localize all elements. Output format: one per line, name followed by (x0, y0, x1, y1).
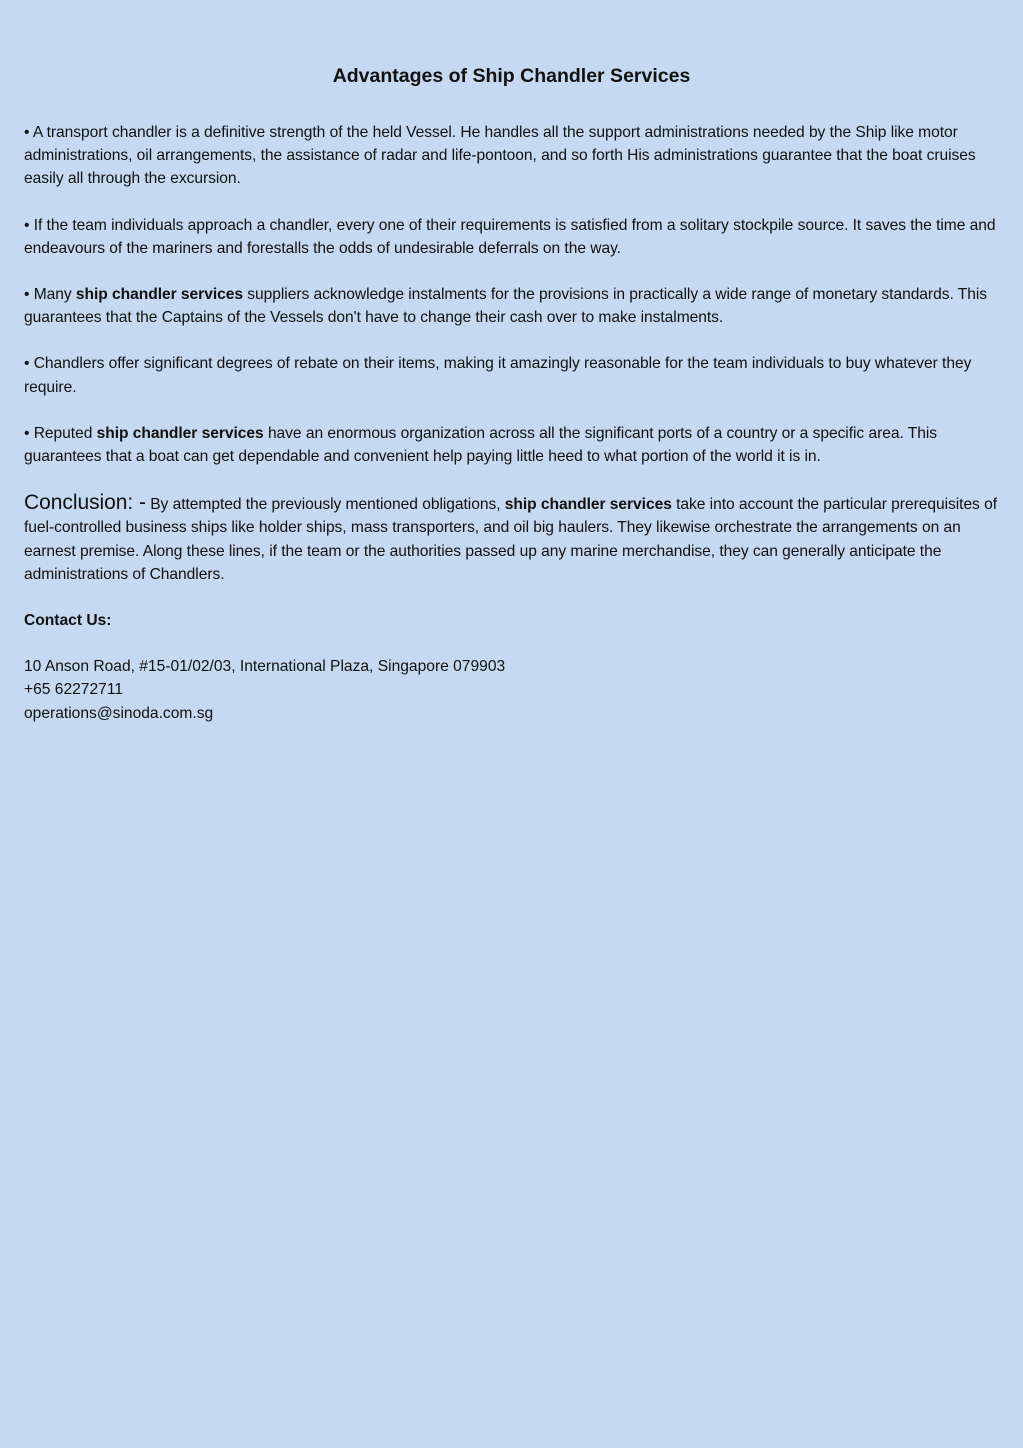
keyword-bold: ship chandler services (504, 496, 672, 514)
keyword-bold: ship chandler services (75, 286, 243, 304)
paragraph-text: take into account the particular prerequisites of fuel-controlled business ships like holder ships, mass transporters, and oil big haulers. They likewise orchestrate the arrangements on an earnest premise. Along these lines, if the team or the authorities passed up any marine merchandise, they can generally anticipate the administrations of Chandlers. (24, 496, 997, 583)
paragraph-text: If the team individuals approach a chandler, every one of their requirements is satisfied from a solitary stockpile source. It saves the time and endeavours of the mariners and forestalls the odds of undesirable deferrals on the way. (24, 216, 996, 257)
bullet-marker: • (24, 355, 30, 373)
contact-email: operations@sinoda.com.sg (24, 704, 214, 722)
bullet-paragraph-1 (24, 121, 999, 191)
bullet-marker: • (24, 424, 30, 442)
keyword-bold: ship chandler services (96, 424, 264, 442)
bullet-paragraph-2 (24, 214, 999, 260)
contact-heading: Contact Us: (24, 612, 112, 630)
paragraph-text: suppliers acknowledge instalments for the provisions in practically a wide range of monetary standards. This guarantees that the Captains of the Vessels don't have to change their cash over to make instalments. (24, 286, 987, 327)
paragraph-text: A transport chandler is a definitive strength of the held Vessel. He handles all the support administrations needed by the Ship like motor administrations, oil arrangements, the assistance of radar and life-pontoon, and so forth His administrations guarantee that the boat cruises easily all through the excursion. (24, 124, 976, 188)
conclusion-heading: Conclusion: - (24, 491, 146, 515)
page-title: Advantages of Ship Chandler Services (332, 65, 691, 87)
paragraph-text: have an enormous organization across all the significant ports of a country or a specific area. This guarantees that a boat can get dependable and convenient help paying little heed to what portion of the world it is in. (24, 424, 938, 466)
contact-address: 10 Anson Road, #15-01/02/03, International Plaza, Singapore 079903 (24, 658, 506, 676)
paragraph-text: Chandlers offer significant degrees of rebate on their items, making it amazingly reasonable for the team individuals to buy whatever they require. (24, 355, 972, 396)
bullet-marker: • (24, 124, 30, 141)
contact-phone: +65 62272711 (24, 681, 124, 699)
bullet-paragraph-5 (24, 422, 999, 468)
conclusion-paragraph (24, 491, 999, 586)
bullet-paragraph-3 (24, 283, 999, 329)
paragraph-text: By attempted the previously mentioned obligations, (145, 496, 505, 514)
bullet-paragraph-4 (24, 352, 999, 398)
bullet-marker: • (24, 216, 30, 234)
paragraph-text: Many (29, 286, 76, 304)
paragraph-text: Reputed (29, 424, 97, 442)
bullet-marker: • (24, 286, 30, 304)
